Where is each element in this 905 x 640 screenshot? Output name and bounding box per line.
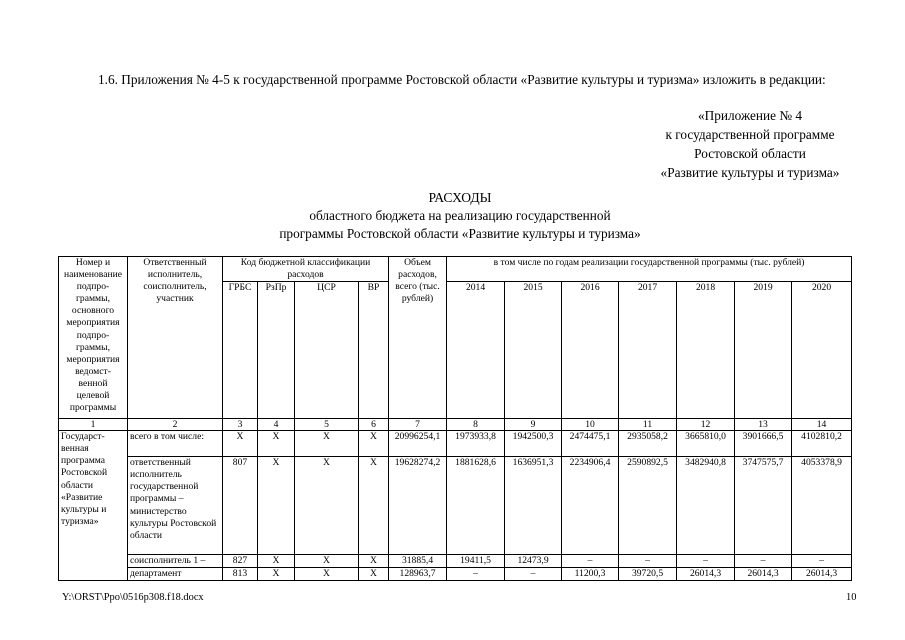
year-cell: – bbox=[677, 555, 735, 568]
vr-cell: X bbox=[359, 555, 389, 568]
header-year-2020: 2020 bbox=[792, 282, 852, 419]
total-cell: 128963,7 bbox=[389, 568, 447, 581]
header-total: Объем расходов, всего (тыс. рублей) bbox=[389, 257, 447, 419]
header-executor: Ответственный исполнитель, соисполнитель, участник bbox=[128, 257, 223, 419]
column-number: 2 bbox=[128, 419, 223, 431]
column-number: 10 bbox=[562, 419, 619, 431]
header-year-2016: 2016 bbox=[562, 282, 619, 419]
document-title bbox=[200, 189, 720, 243]
year-cell: – bbox=[562, 555, 619, 568]
year-cell: – bbox=[447, 568, 505, 581]
year-cell: 26014,3 bbox=[792, 568, 852, 581]
header-year-2015: 2015 bbox=[505, 282, 562, 419]
csr-cell: X bbox=[295, 431, 359, 457]
year-cell: 2234906,4 bbox=[562, 457, 619, 555]
executor-cell: департамент bbox=[128, 568, 223, 581]
year-cell: 3482940,8 bbox=[677, 457, 735, 555]
column-number: 5 bbox=[295, 419, 359, 431]
header-grbs: ГРБС bbox=[223, 282, 258, 419]
header-year-2018: 2018 bbox=[677, 282, 735, 419]
csr-cell: X bbox=[295, 457, 359, 555]
year-cell: 3901666,5 bbox=[735, 431, 792, 457]
header-code-group: Код бюджетной классификации расходов bbox=[223, 257, 389, 282]
page-number: 10 bbox=[846, 592, 857, 603]
year-cell: – bbox=[505, 568, 562, 581]
appendix-caption bbox=[620, 106, 880, 182]
table-row bbox=[59, 568, 852, 581]
rzpr-cell: X bbox=[258, 555, 295, 568]
appendix-line-4: «Развитие культуры и туризма» bbox=[660, 165, 840, 180]
executor-cell: ответственный исполнитель государственной программы – министерство культуры Ростовской области bbox=[128, 457, 223, 555]
appendix-line-3: Ростовской области bbox=[694, 146, 806, 161]
total-cell: 19628274,2 bbox=[389, 457, 447, 555]
year-cell: 3665810,0 bbox=[677, 431, 735, 457]
column-number: 7 bbox=[389, 419, 447, 431]
appendix-line-2: к государственной программе bbox=[665, 127, 835, 142]
column-number: 14 bbox=[792, 419, 852, 431]
header-row-1 bbox=[59, 257, 852, 282]
grbs-cell: 807 bbox=[223, 457, 258, 555]
appendix-line-1: «Приложение № 4 bbox=[698, 108, 802, 123]
column-number: 4 bbox=[258, 419, 295, 431]
column-number: 3 bbox=[223, 419, 258, 431]
footer-file-path: Y:\ORST\Ppo\0516p308.f18.docx bbox=[62, 592, 204, 603]
year-cell: 2935058,2 bbox=[619, 431, 677, 457]
year-cell: 19411,5 bbox=[447, 555, 505, 568]
vr-cell: X bbox=[359, 568, 389, 581]
column-number-row bbox=[59, 419, 852, 431]
year-cell: 1973933,8 bbox=[447, 431, 505, 457]
year-cell: 12473,9 bbox=[505, 555, 562, 568]
title-line-2: областного бюджета на реализацию государственной bbox=[309, 208, 611, 223]
table-row bbox=[59, 457, 852, 555]
header-csr: ЦСР bbox=[295, 282, 359, 419]
column-number: 12 bbox=[677, 419, 735, 431]
year-cell: 39720,5 bbox=[619, 568, 677, 581]
total-cell: 20996254,1 bbox=[389, 431, 447, 457]
table-row bbox=[59, 431, 852, 457]
year-cell: 26014,3 bbox=[677, 568, 735, 581]
header-year-2014: 2014 bbox=[447, 282, 505, 419]
year-cell: 3747575,7 bbox=[735, 457, 792, 555]
year-cell: – bbox=[735, 555, 792, 568]
csr-cell: X bbox=[295, 555, 359, 568]
csr-cell: X bbox=[295, 568, 359, 581]
total-cell: 31885,4 bbox=[389, 555, 447, 568]
year-cell: 26014,3 bbox=[735, 568, 792, 581]
year-cell: 4102810,2 bbox=[792, 431, 852, 457]
vr-cell: X bbox=[359, 431, 389, 457]
column-number: 9 bbox=[505, 419, 562, 431]
year-cell: – bbox=[619, 555, 677, 568]
vr-cell: X bbox=[359, 457, 389, 555]
header-rzpr: РзПр bbox=[258, 282, 295, 419]
expenses-table bbox=[58, 256, 852, 581]
header-years-group: в том числе по годам реализации государственной программы (тыс. рублей) bbox=[447, 257, 852, 282]
year-cell: 1881628,6 bbox=[447, 457, 505, 555]
header-year-2019: 2019 bbox=[735, 282, 792, 419]
executor-cell: соисполнитель 1 – bbox=[128, 555, 223, 568]
rzpr-cell: X bbox=[258, 431, 295, 457]
rzpr-cell: X bbox=[258, 457, 295, 555]
column-number: 13 bbox=[735, 419, 792, 431]
year-cell: – bbox=[792, 555, 852, 568]
column-number: 6 bbox=[359, 419, 389, 431]
grbs-cell: X bbox=[223, 431, 258, 457]
year-cell: 2590892,5 bbox=[619, 457, 677, 555]
header-year-2017: 2017 bbox=[619, 282, 677, 419]
header-number-name: Номер и наименование подпро-граммы, основного мероприятия подпро-граммы, мероприятия ведомст-венной целевой программы bbox=[59, 257, 128, 419]
column-number: 11 bbox=[619, 419, 677, 431]
year-cell: 1942500,3 bbox=[505, 431, 562, 457]
column-number: 1 bbox=[59, 419, 128, 431]
table-row bbox=[59, 555, 852, 568]
grbs-cell: 827 bbox=[223, 555, 258, 568]
year-cell: 11200,3 bbox=[562, 568, 619, 581]
year-cell: 2474475,1 bbox=[562, 431, 619, 457]
year-cell: 1636951,3 bbox=[505, 457, 562, 555]
intro-paragraph: 1.6. Приложения № 4-5 к государственной программе Ростовской области «Развитие культуры и туризма» изложить в редакции: bbox=[98, 72, 826, 87]
header-vr: ВР bbox=[359, 282, 389, 419]
grbs-cell: 813 bbox=[223, 568, 258, 581]
year-cell: 4053378,9 bbox=[792, 457, 852, 555]
title-line-3: программы Ростовской области «Развитие культуры и туризма» bbox=[279, 226, 641, 241]
program-name-cell: Государст-венная программа Ростовской области «Развитие культуры и туризма» bbox=[59, 431, 128, 581]
column-number: 8 bbox=[447, 419, 505, 431]
executor-cell: всего в том числе: bbox=[128, 431, 223, 457]
rzpr-cell: X bbox=[258, 568, 295, 581]
title-line-1: РАСХОДЫ bbox=[428, 190, 492, 205]
